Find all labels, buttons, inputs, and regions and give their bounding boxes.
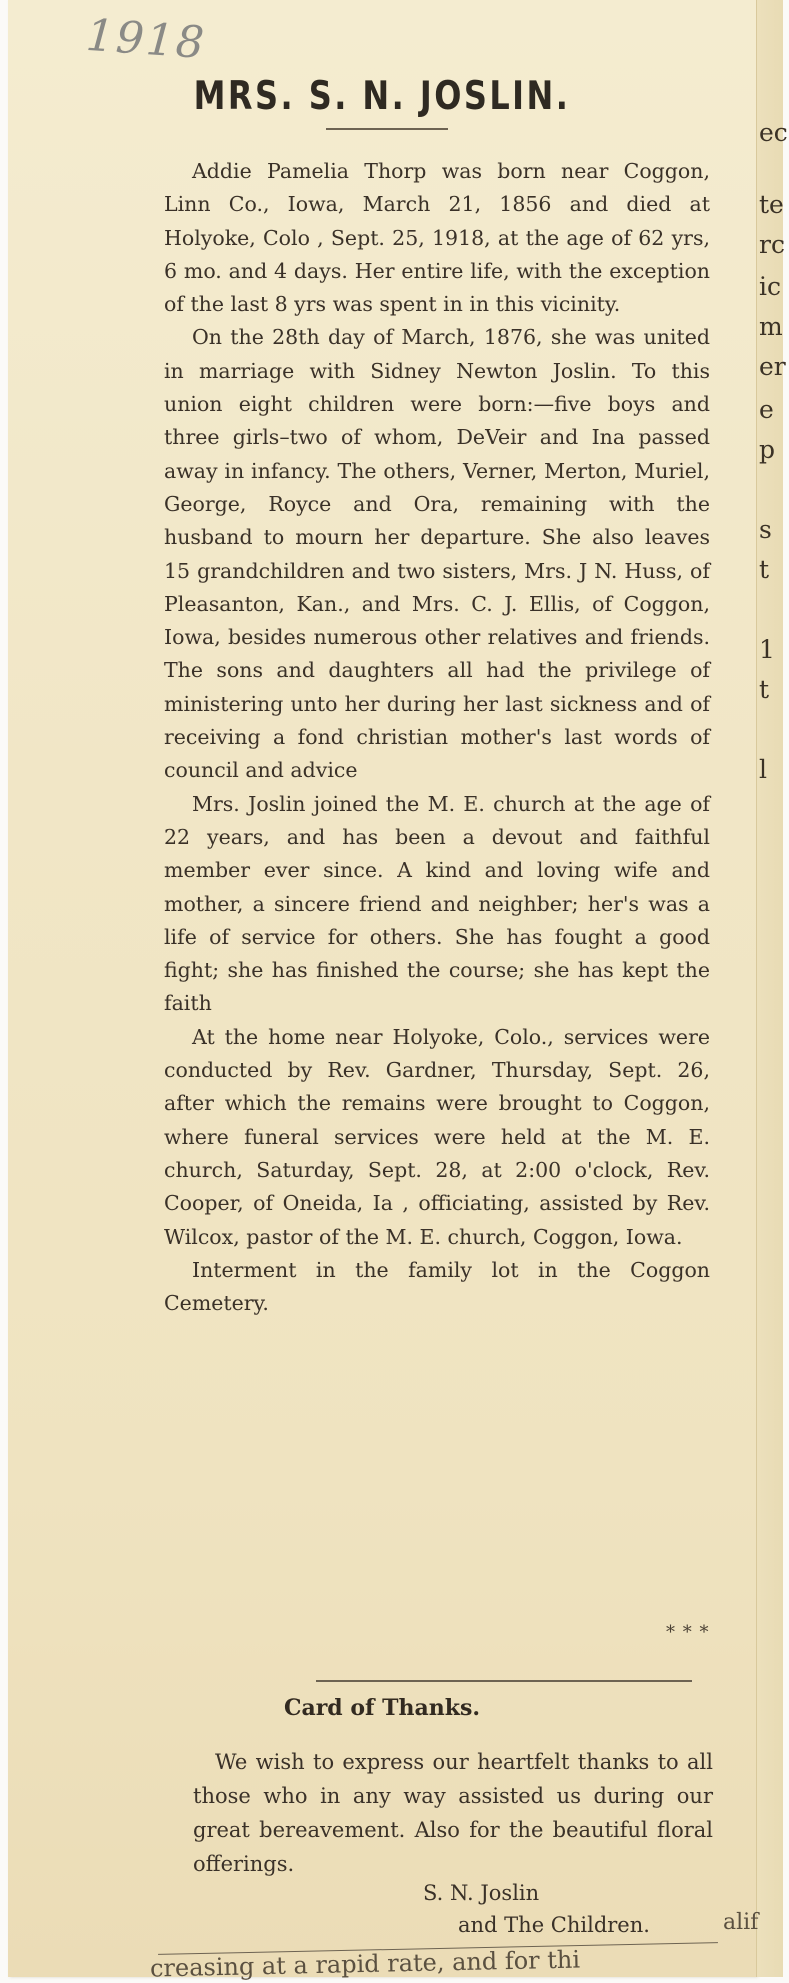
card-of-thanks-text: We wish to express our heartfelt thanks to all those who in any way assisted us during our great bereavement. Also for the beautiful floral offerings. <box>193 1750 713 1876</box>
fragment: rc <box>759 230 785 259</box>
paragraph-marriage: On the 28th day of March, 1876, she was united in marriage with Sidney Newton Joslin. To this union eight children were born:—five boys and three girls–two of whom, DeVeir and Ina passed away in infancy. The others, Verner, Merton, Muriel, George, Royce and Ora, remaining with the husband to mourn her departure. She also leaves 15 grandchildren and two sisters, Mrs. J N. Huss, of Pleasanton, Kan., and Mrs. C. J. Ellis, of Coggon, Iowa, besides numerous other relatives and friends. The sons and daughters all had the privilege of ministering unto her during her last sickness and of receiving a fond christian mother's last words of council and advice <box>164 325 710 783</box>
paragraph-birth: Addie Pamelia Thorp was born near Coggon, Linn Co., Iowa, March 21, 1856 and died at Holyoke, Colo , Sept. 25, 1918, at the age of 62 yrs, 6 mo. and 4 days. Her entire life, with the exception of the last 8 yrs was spent in in this vicinity. <box>164 159 710 317</box>
fragment: te <box>759 190 784 219</box>
fragment: p <box>759 435 776 464</box>
fragment: t <box>759 675 770 704</box>
fragment: m <box>759 312 783 341</box>
newspaper-clipping <box>8 0 759 1983</box>
next-clipping-fragment: creasing at a rapid rate, and for thi <box>149 1945 581 1983</box>
fragment: 1 <box>759 635 775 664</box>
fragment: s <box>759 515 772 544</box>
obituary-body <box>164 155 710 1320</box>
paragraph-church: Mrs. Joslin joined the M. E. church at the age of 22 years, and has been a devout and faithful member ever since. A kind and loving wife and mother, a sincere friend and neighber; her's was a life of service for others. She has fought a good fight; she has finished the course; she has kept the faith <box>164 791 710 1016</box>
adjacent-bottom-fragment: alif <box>723 1910 759 1935</box>
obituary-title: MRS. S. N. JOSLIN. <box>193 74 571 119</box>
fragment: e <box>759 395 774 424</box>
fragment: l <box>759 755 767 784</box>
end-mark: * * * <box>666 1622 710 1643</box>
paragraph-interment: Interment in the family lot in the Coggon Cemetery. <box>164 1257 710 1316</box>
paragraph-services: At the home near Holyoke, Colo., services were conducted by Rev. Gardner, Thursday, Sept. 26, after which the remains were brought to Coggon, where funeral services were held at the M. E. church, Saturday, Sept. 28, at 2:00 o'clock, Rev. Cooper, of Oneida, Ia , officiating, assisted by Rev. Wilcox, pastor of the M. E. church, Coggon, Iowa. <box>164 1024 710 1249</box>
handwritten-year: 1918 <box>84 9 208 70</box>
card-of-thanks-body <box>193 1745 713 1881</box>
adjacent-column-strip <box>756 0 788 1977</box>
signature-line-1: S. N. Joslin <box>423 1881 540 1905</box>
fragment: ic <box>759 272 781 301</box>
card-of-thanks-heading: Card of Thanks. <box>283 1695 481 1721</box>
fragment: ec <box>759 118 788 147</box>
fragment: t <box>759 555 770 584</box>
section-divider <box>316 1680 692 1682</box>
signature-line-2: and The Children. <box>458 1913 650 1937</box>
title-divider <box>326 128 448 130</box>
fragment: er <box>759 352 786 381</box>
